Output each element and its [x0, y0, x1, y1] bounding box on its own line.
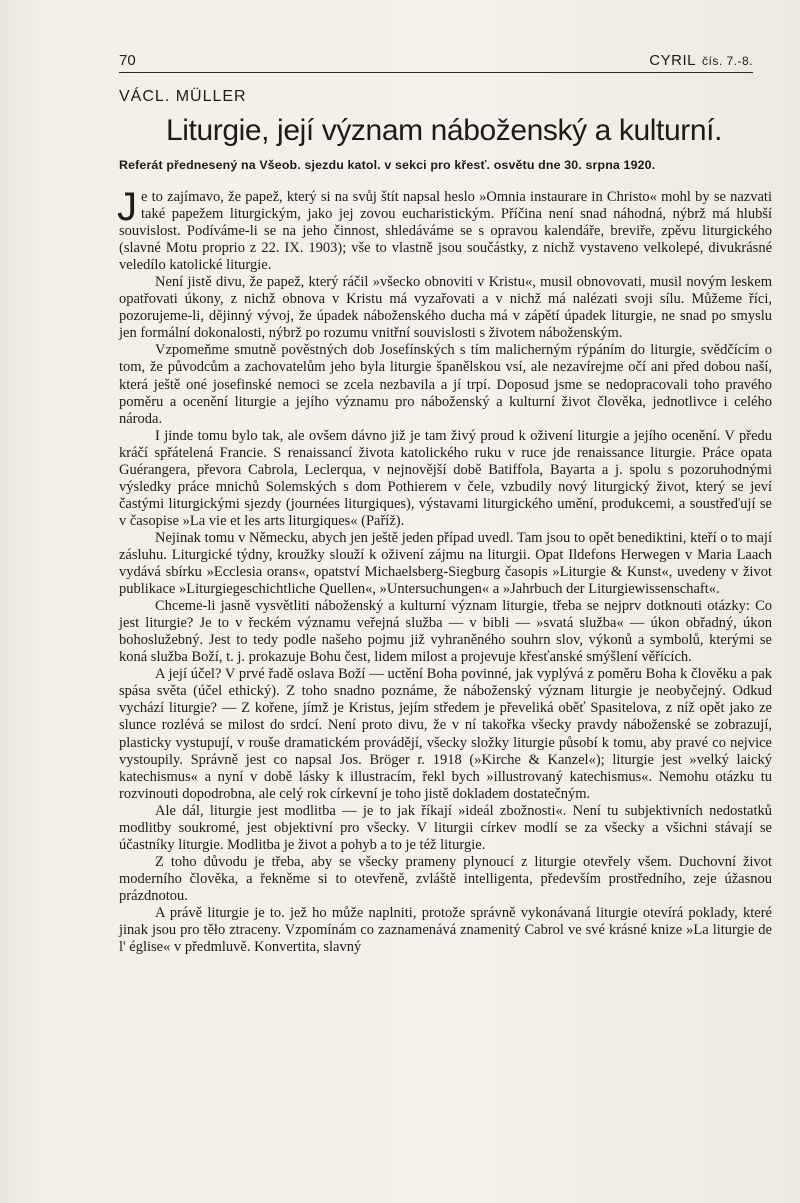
paragraph: Není jistě divu, že papež, který ráčil »všecko obnoviti v Kristu«, musil obnovovati, musil novým leskem opatřovati úkony, z nichž obnova v Kristu má vyzařovati a v nichž má nalézati svoji sílu. Můžeme říci, pozorujeme-li, dějinný vývoj, že úpadek náboženského ducha má v zápětí úpadek liturgie, ne snad po smyslu jen formální dokonalosti, nýbrž po rozumu vnitřní souvislosti s životem náboženským.	[119, 274, 772, 342]
issue-number: čís. 7.-8.	[701, 54, 753, 68]
paragraph: A její účel? V prvé řadě oslava Boží — uctění Boha povinné, jak vyplývá z poměru Boha k člověku a pak spása světa (účel ethický). Z toho snadno poznáme, že náboženský význam liturgie je neobyčejný. Odkud vychází liturgie? — Z kořene, jímž je Kristus, jejím středem je převeliká oběť Spasitelova, z níž opět jako ze slunce rozlévá se milost do srdcí. Není proto divu, že v ní takořka všecky pravdy náboženské se zobrazují, plasticky vystupují, v rouše dramatickém provádějí, všecky složky liturgie působí k tomu, aby pravé co nejvice vystoupily. Správně jest co napsal Jos. Bröger r. 1918 (»Kirche & Kanzel«); liturgie jest »velký laický katechismus« a nyní v době lásky k illustracím, řekl bych »illustrovaný katechismus«. Nemohu otázku tu rozvinouti dopodrobna, ale celý rok církevní je toho jistě dokladem dostatečným.	[119, 666, 772, 802]
paragraph: Ale dál, liturgie jest modlitba — je to jak říkají »ideál zbožnosti«. Není tu subjektivních nedostatků modlitby soukromé, jest objektivní pro všecky. V liturgii církev modlí se za všecky a všichni stávají se účastníky liturgie. Modlitba je život a pohyb a to je též liturgie.	[119, 802, 772, 853]
paragraph: I jinde tomu bylo tak, ale ovšem dávno již je tam živý proud k oživení liturgie a jejího ocenění. V předu kráčí spřátelená Francie. S renaissancí života katolického ruku v ruce jde renaissance liturgie. Práce opata Guérangera, převora Cabrola, Leclerqua, v nejnovější době Batiffola, Bayarta a j. spolu s pozoruhodnými výsledky práce mnichů Solemských s dom Pothierem v čele, vzbudily nový liturgický život, který se jeví častými liturgickými sjezdy (journées liturgiques), výstavami liturgického umění, produkcemi, a soustřeďují se v časopise »La vie et les arts liturgiques« (Paříž).	[119, 427, 772, 529]
paragraph: Je to zajímavo, že papež, který si na svůj štít napsal heslo »Omnia instaurare in Christo« mohl by se nazvati také papežem liturgickým, jako jej zovou eucharistickým. Příčina není snad náhodná, nýbrž má hlubší souvislost. Podíváme-li se na jeho činnost, shledáváme se s opravou kalendáře, breviře, zpěvu liturgického (slavné Motu proprio z 22. IX. 1903); vše to vlastně jsou součástky, z nichž vystaveno velkolepé, divukrásné veledílo katolické liturgie.	[117, 185, 772, 274]
article-title: Liturgie, její význam náboženský a kulturní.	[165, 114, 723, 147]
journal-name: CYRIL	[649, 52, 696, 69]
paragraph: Chceme-li jasně vysvětliti náboženský a kulturní význam liturgie, třeba se nejprv dotknouti otázky: Co jest liturgie? Je to v řeckém významu veřejná služba — v bibli — »svatá služba« — úkon obřadný, úkon bohoslužebný. Jest to tedy podle našeho pojmu již vyhraněného souhrn slov, výkonů a symbolů, kterými se koná služba Boží, t. j. prokazuje Bohu čest, lidem milost a projevuje křesťanské smýšlení věřících.	[119, 598, 772, 666]
article-body	[117, 185, 772, 956]
journal-issue	[649, 52, 753, 69]
author-name: VÁCL. MÜLLER	[119, 88, 247, 105]
page-number: 70	[119, 52, 136, 69]
article-subtitle: Referát přednesený na Všeob. sjezdu katol. v sekci pro křesť. osvětu dne 30. srpna 1920.	[119, 158, 656, 172]
running-header	[119, 52, 753, 73]
paragraph: Z toho důvodu je třeba, aby se všecky prameny plynoucí z liturgie otevřely všem. Duchovní život moderního člověka, a řekněme si to otevřeně, zvláště intelligenta, především prostředního, zeje úžasnou prázdnotou.	[119, 853, 772, 904]
paragraph: Nejinak tomu v Německu, abych jen ještě jeden případ uvedl. Tam jsou to opět benediktini, kteří o to mají zásluhu. Liturgické týdny, kroužky slouží k oživení zájmu na liturgii. Opat Ildefons Herwegen v Maria Laach vydává sbírku »Ecclesia orans«, opatství Michaelsberg-Siegburg časopis »Liturgie & Kunst«, uvedeny v život publikace »Liturgiegeschichtliche Quellen«, »Untersuchungen« a »Jahrbuch der Liturgiewissenschaft«.	[119, 529, 772, 598]
drop-cap: J	[117, 185, 137, 229]
paragraph: Vzpomeňme smutně pověstných dob Josefínských s tím malicherným rýpáním do liturgie, svědčícím o tom, že původcům a zachovatelům jeho byla liturgie španělskou vsí, ale nezavírejme očí ani před dobou naší, která ještě oné josefinské nemoci se zcela nezbavila a jí trpí. Doposud jsme se nedopracovali toho pravého poměru a ocenění liturgie a jejího významu pro náboženský a kulturní život člověka, jednotlivce i celého národa.	[119, 342, 772, 427]
paragraph: A právě liturgie je to. jež ho může naplniti, protože správně vykonávaná liturgie otevírá poklady, které jinak jsou pro těło ztraceny. Vzpomínám co zaznamenává znamenitý Cabrol ve své krásné knize »La liturgie de l' église« v předmluvě. Konvertita, slavný	[119, 904, 772, 956]
